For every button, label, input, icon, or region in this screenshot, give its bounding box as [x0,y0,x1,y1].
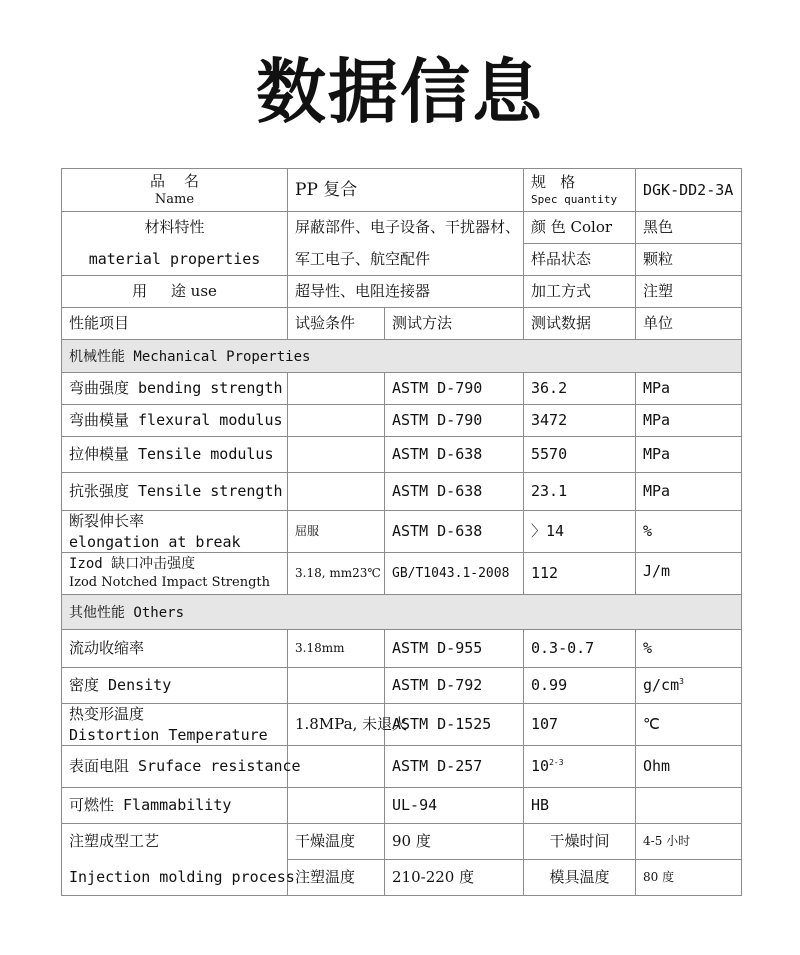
row-unit: J/m [636,553,742,595]
unit-base: g/cm [643,676,680,695]
table-row [62,746,742,788]
row-unit: MPa [636,405,742,437]
table-row [62,473,742,511]
row-method: ASTM D-955 [385,630,524,668]
color-label: 颜 色 Color [524,212,636,244]
molding-row-1 [62,824,742,860]
row-unit: % [636,630,742,668]
dry-temp-value: 90 度 [385,824,524,860]
process-label: 加工方式 [524,276,636,308]
spec-value: DGK-DD2-3A [636,169,742,212]
name-label-cell [62,169,288,212]
row-unit: Ohm [636,746,742,788]
table-row [62,630,742,668]
col-data: 测试数据 [524,308,636,340]
row-unit: MPa [636,373,742,405]
row-condition: 3.18, mm23℃ [288,553,385,595]
row-condition [288,437,385,473]
row-unit: MPa [636,473,742,511]
spec-label-cn: 规 格 [531,173,576,192]
section-mechanical-title [62,340,742,373]
unit-superscript: 3 [679,677,684,687]
row-condition: 屈服 [288,511,385,553]
table-row [62,704,742,746]
molding-row-2 [62,860,742,896]
table-row [62,373,742,405]
row-unit [636,788,742,824]
row-item [62,511,288,553]
row-data: HB [524,788,636,824]
material-row-2 [62,244,742,276]
table-row [62,511,742,553]
row-data: 112 [524,553,636,595]
column-header-row [62,308,742,340]
row-item-en: Izod Notched Impact Strength [69,575,270,591]
row-condition [288,746,385,788]
col-item: 性能项目 [62,308,288,340]
row-item: 弯曲强度 bending strength [62,373,288,405]
row-unit: MPa [636,437,742,473]
spec-label-cell [524,169,636,212]
row-unit [636,668,742,704]
sample-label: 样品状态 [524,244,636,276]
section-others-title [62,595,742,630]
row-item: 抗张强度 Tensile strength [62,473,288,511]
mold-temp-label: 注塑温度 [288,860,385,896]
dry-temp-label: 干燥温度 [288,824,385,860]
dry-time-value: 4-5 小时 [636,824,742,860]
col-condition: 试验条件 [288,308,385,340]
table-row [62,405,742,437]
table-row [62,553,742,595]
data-base: 10 [531,757,550,776]
row-condition [288,668,385,704]
row-data: 〉14 [524,511,636,553]
name-label-en: Name [154,192,195,208]
row-item: 弯曲模量 flexural modulus [62,405,288,437]
row-item-en: Distortion Temperature [69,725,268,744]
molding-label-en: Injection molding process [62,860,288,896]
row-item-cn: Izod 缺口冲击强度 [69,556,196,573]
row-method: ASTM D-638 [385,473,524,511]
col-unit: 单位 [636,308,742,340]
page-title: 数据信息 [256,51,544,133]
process-value: 注塑 [636,276,742,308]
die-temp-label: 模具温度 [524,860,636,896]
row-item-cn: 断裂伸长率 [69,512,145,531]
name-row [62,169,742,212]
use-value: 超导性、电阻连接器 [288,276,524,308]
spec-table [61,168,742,896]
row-condition: 1.8MPa, 未退火 [288,704,385,746]
table-row [62,788,742,824]
row-condition: 3.18mm [288,630,385,668]
section-others-label: 其他性能 Others [69,604,185,621]
color-value: 黑色 [636,212,742,244]
material-value-1: 屏蔽部件、电子设备、干扰器材、 [288,212,524,244]
row-unit: % [636,511,742,553]
row-item [62,553,288,595]
name-label-cn: 品 名 [149,172,200,191]
row-data [524,746,636,788]
row-condition [288,405,385,437]
row-method: ASTM D-257 [385,746,524,788]
row-data: 36.2 [524,373,636,405]
row-method: ASTM D-1525 [385,704,524,746]
row-condition [288,473,385,511]
row-condition [288,373,385,405]
section-mechanical [62,340,742,373]
use-row [62,276,742,308]
col-method: 测试方法 [385,308,524,340]
spec-label-en: Spec quantity [531,192,618,206]
data-superscript: 2-3 [549,758,564,768]
row-data: 23.1 [524,473,636,511]
mold-temp-value: 210-220 度 [385,860,524,896]
molding-label-cn: 注塑成型工艺 [62,824,288,860]
row-method: ASTM D-638 [385,437,524,473]
row-data: 0.3-0.7 [524,630,636,668]
material-label-cn: 材料特性 [62,212,288,244]
table-row [62,668,742,704]
row-method: ASTM D-638 [385,511,524,553]
row-method: UL-94 [385,788,524,824]
row-data: 3472 [524,405,636,437]
use-label: 用 途 use [62,276,288,308]
row-item: 拉伸模量 Tensile modulus [62,437,288,473]
section-mechanical-label: 机械性能 Mechanical Properties [69,348,311,365]
section-others [62,595,742,630]
row-item: 密度 Density [62,668,288,704]
name-value: PP 复合 [288,169,524,212]
row-method: GB/T1043.1-2008 [385,553,524,595]
row-data: 0.99 [524,668,636,704]
row-item: 可燃性 Flammability [62,788,288,824]
row-condition [288,788,385,824]
row-data: 107 [524,704,636,746]
material-row-1 [62,212,742,244]
table-row [62,437,742,473]
row-data: 5570 [524,437,636,473]
row-method: ASTM D-790 [385,373,524,405]
row-method: ASTM D-790 [385,405,524,437]
sample-value: 颗粒 [636,244,742,276]
row-unit: ℃ [636,704,742,746]
row-method: ASTM D-792 [385,668,524,704]
material-label-en: material properties [62,244,288,276]
row-item [62,704,288,746]
row-item-cn: 热变形温度 [69,705,145,724]
row-item: 流动收缩率 [62,630,288,668]
row-item-en: elongation at break [69,532,241,551]
row-item: 表面电阻 Sruface resistance [62,746,288,788]
material-value-2: 军工电子、航空配件 [288,244,524,276]
dry-time-label: 干燥时间 [524,824,636,860]
die-temp-value: 80 度 [636,860,742,896]
